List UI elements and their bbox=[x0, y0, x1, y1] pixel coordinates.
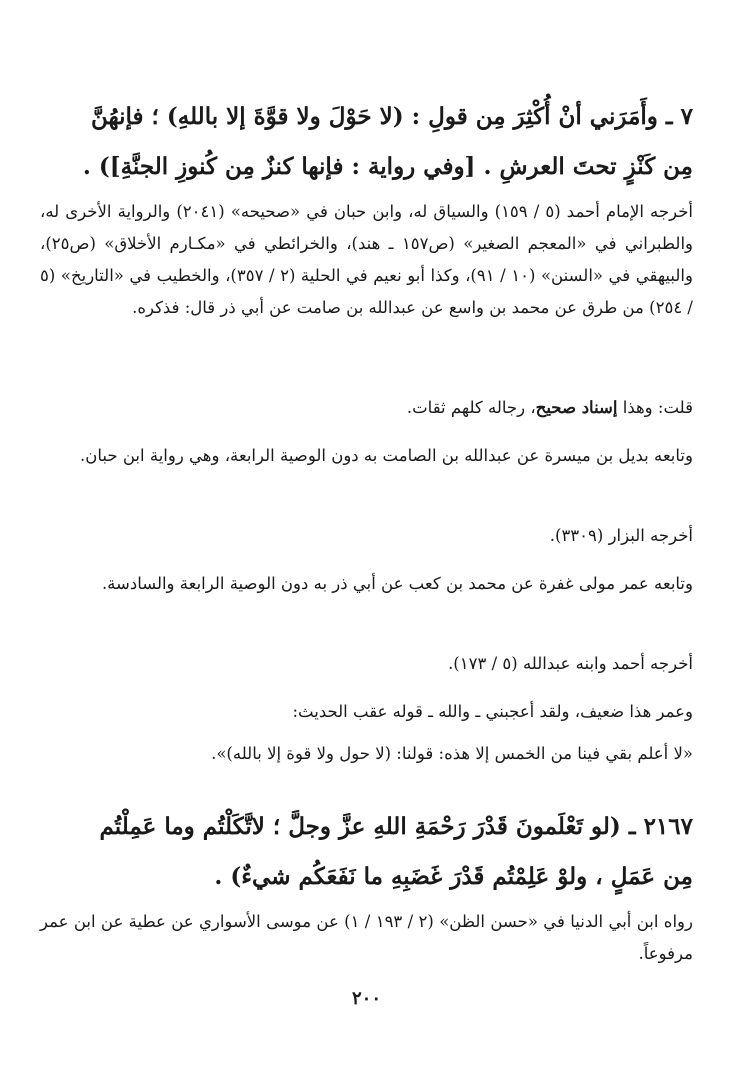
hadith-2167-line-1: ٢١٦٧ ـ (لو تَعْلَمونَ قَدْرَ رَحْمَةِ اللهِ عزَّ وجلَّ ؛ لاتَّكَلْتُم وما عَمِلْتُم bbox=[99, 813, 693, 840]
author-note bbox=[40, 392, 693, 424]
takhrij-bazzar: أخرجه البزار (٣٣٠٩). bbox=[549, 526, 693, 545]
page-number: ٢٠٠ bbox=[351, 988, 381, 1009]
mutaba-paragraph-1: وتابعه بديل بن ميسرة عن عبدالله بن الصامت به دون الوصية الرابعة، وهي رواية ابن حبان. bbox=[80, 446, 693, 465]
takhrij-ahmad: أخرجه أحمد وابنه عبدالله (٥ / ١٧٣). bbox=[448, 654, 693, 673]
author-note-grading: إسناد صحيح bbox=[535, 398, 618, 417]
quoted-statement: «لا أعلم بقي فينا من الخمس إلا هذه: قولنا: (لا حول ولا قوة إلا بالله)». bbox=[211, 744, 693, 763]
hadith-2167-line-2: مِن عَمَلٍ ، ولوْ عَلِمْتُم قَدْرَ غَضَبِهِ ما نَفَعَكُم شيءٌ) . bbox=[214, 863, 693, 890]
hadith-7-line-1: ٧ ـ وأَمَرَني أنْ أُكْثِرَ مِن قولِ : (لا حَوْلَ ولا قوَّةَ إلا باللهِ) ؛ فإنهُنَّ bbox=[91, 103, 693, 130]
author-note-suffix: ، رجاله كلهم ثقات. bbox=[406, 398, 536, 417]
book-page bbox=[40, 0, 693, 1087]
hadith-7-text bbox=[40, 92, 693, 192]
takhrij-paragraph: أخرجه الإمام أحمد (٥ / ١٥٩) والسياق له، وابن حبان في «صحيحه» (٢٠٤١) والرواية الأخرى له، والطبراني في «المعجم الصغير» (ص١٥٧ ـ هند)، والخرائطي في «مكـارم الأخلاق» (ص٢٥)، والبيهقي في «السنن» (١٠ / ٩١)، وكذا أبو نعيم في الحلية (٢ / ٣٥٧)، والخطيب في «التاريخ» (٥ / ٢٥٤) من طرق عن محمد بن واسع عن عبدالله بن صامت عن أبي ذر قال: فذكره. bbox=[40, 202, 693, 317]
mutaba-paragraph-2: وتابعه عمر مولى غفرة عن محمد بن كعب عن أبي ذر به دون الوصية الرابعة والسادسة. bbox=[101, 574, 693, 593]
takhrij-ibn-abi-dunya: رواه ابن أبي الدنيا في «حسن الظن» (٢ / ١٩٣ / ١) عن موسى الأسواري عن عطية عن ابن عمر مرفوعاً. bbox=[40, 912, 693, 963]
hadith-7-line-2: مِن كَنْزٍ تحتَ العرشِ . [وفي رواية : فإنها كنزٌ مِن كُنوزِ الجنَّةِ]) . bbox=[82, 153, 693, 180]
hadith-2167-text bbox=[40, 802, 693, 902]
author-note-prefix: قلت: وهذا bbox=[617, 398, 693, 417]
narrator-note: وعمر هذا ضعيف، ولقد أعجبني ـ والله ـ قوله عقب الحديث: bbox=[292, 702, 693, 721]
